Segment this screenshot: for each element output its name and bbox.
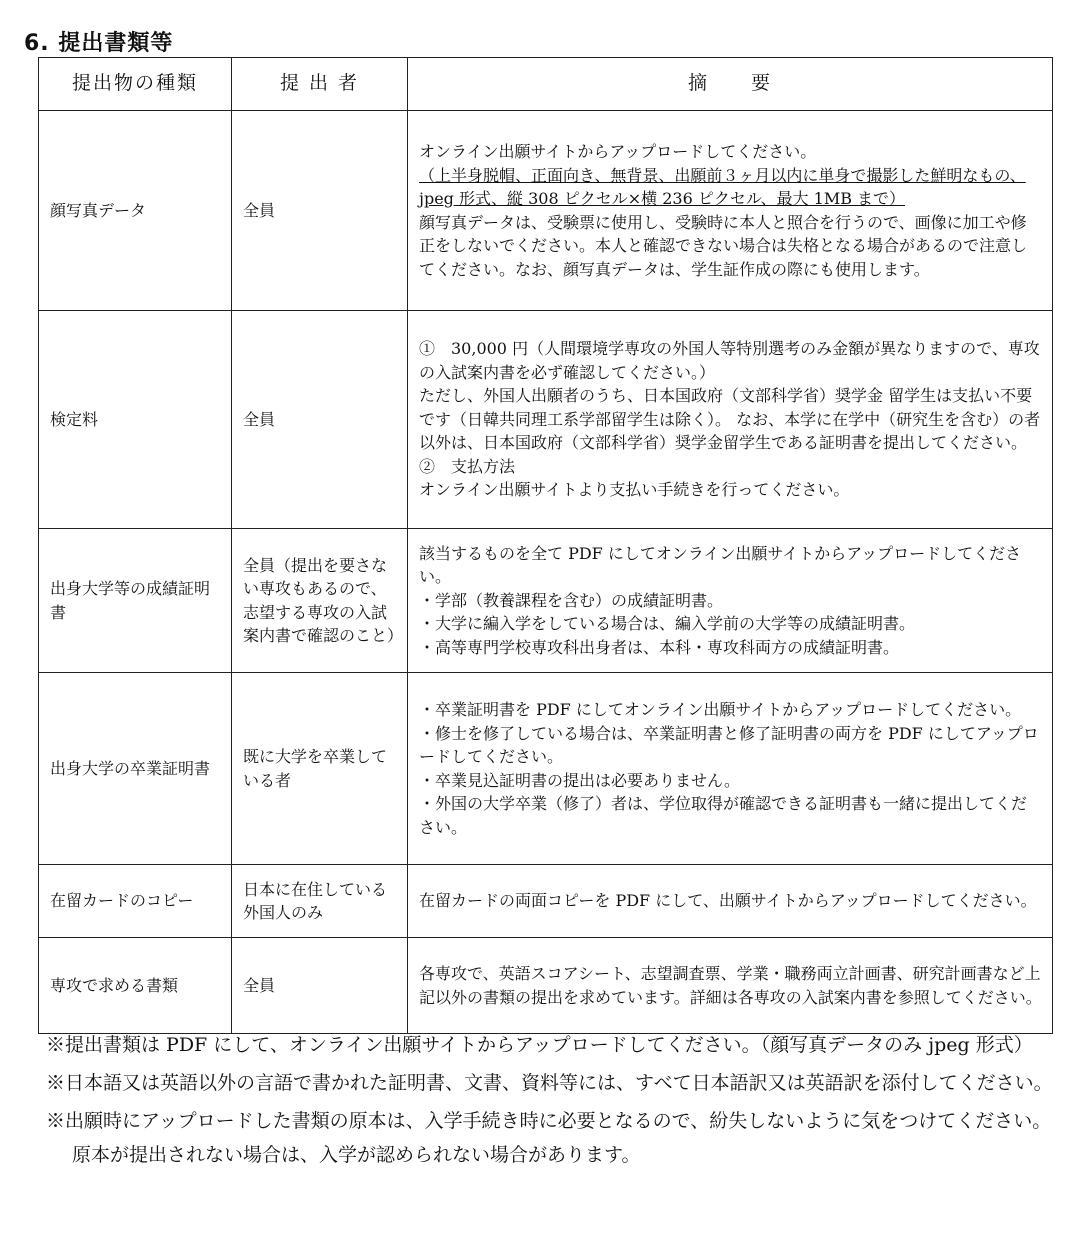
- submitter: 全員: [232, 938, 408, 1034]
- submitter: 既に大学を卒業している者: [232, 673, 408, 865]
- summary: [408, 938, 1053, 1034]
- header-summary: 摘 要: [408, 58, 1053, 111]
- summary: [408, 111, 1053, 311]
- table-row: [39, 673, 1053, 865]
- summary-line: ② 支払方法: [419, 456, 516, 476]
- summary-line: ・修士を修了している場合は、卒業証明書と修了証明書の両方を PDF にしてアップロードしてください。: [419, 723, 1039, 766]
- item-name: 出身大学の卒業証明書: [39, 673, 232, 865]
- summary: [408, 673, 1053, 865]
- summary-line: ・高等専門学校専攻科出身者は、本科・専攻科両方の成績証明書。: [419, 637, 900, 657]
- submitter: 全員: [232, 311, 408, 529]
- item-name: 顔写真データ: [39, 111, 232, 311]
- table-row: [39, 529, 1053, 673]
- table-row: [39, 111, 1053, 311]
- table-row: [39, 938, 1053, 1034]
- notes: [46, 1028, 1056, 1176]
- note-item: ※提出書類は PDF にして、オンライン出願サイトからアップロードしてください。（顔写真データのみ jpeg 形式）: [46, 1034, 1033, 1056]
- item-name: 専攻で求める書類: [39, 938, 232, 1034]
- summary-line: オンライン出願サイトからアップロードしてください。: [419, 142, 817, 161]
- note-item: ※出願時にアップロードした書類の原本は、入学手続き時に必要となるので、紛失しないように気をつけてください。原本が提出されない場合は、入学が認められない場合があります。: [46, 1110, 1052, 1166]
- submitter: 日本に在住している外国人のみ: [232, 865, 408, 938]
- submitter: 全員（提出を要さない専攻もあるので、志望する専攻の入試案内書で確認のこと）: [232, 529, 408, 673]
- summary-line: 顔写真データは、受験票に使用し、受験時に本人と照合を行うので、画像に加工や修正をしないでください。本人と確認できない場合は失格となる場合があるので注意してください。なお、顔写真データは、学生証作成の際にも使用します。: [419, 212, 1028, 279]
- header-item-type: 提出物の種類: [39, 58, 232, 111]
- section-title: 6. 提出書類等: [24, 31, 174, 56]
- summary-line: 在留カードの両面コピーを PDF にして、出願サイトからアップロードしてください。: [419, 891, 1037, 911]
- summary-line: ① 30,000 円（人間環境学専攻の外国人等特別選考のみ金額が異なりますので、専攻の入試案内書を必ず確認してください。）: [419, 339, 1040, 382]
- summary: [408, 529, 1053, 673]
- documents-table: [38, 57, 1053, 1034]
- header-submitter: 提 出 者: [232, 58, 408, 111]
- summary: [408, 865, 1053, 938]
- item-name: 在留カードのコピー: [39, 865, 232, 938]
- summary-line: ・卒業見込証明書の提出は必要ありません。: [419, 770, 740, 790]
- summary-line: ・大学に編入学をしている場合は、編入学前の大学等の成績証明書。: [419, 614, 916, 634]
- summary-line: 該当するものを全て PDF にしてオンライン出願サイトからアップロードしてください。: [419, 543, 1022, 587]
- table-row: [39, 311, 1053, 529]
- summary-line: ただし、外国人出願者のうち、日本国政府（文部科学省）奨学金 留学生は支払い不要です（日韓共同理工系学部留学生は除く）。 なお、本学に在学中（研究生を含む）の者以外は、日本国政府（文部科学省）奨学金留学生である証明書を提出してください。: [419, 386, 1041, 453]
- summary-line: ・学部（教養課程を含む）の成績証明書。: [419, 590, 724, 610]
- note-item: ※日本語又は英語以外の言語で書かれた証明書、文書、資料等には、すべて日本語訳又は英語訳を添付してください。: [46, 1072, 1053, 1094]
- summary: [408, 311, 1053, 529]
- summary-line: ・卒業証明書を PDF にしてオンライン出願サイトからアップロードしてください。: [419, 700, 1022, 719]
- summary-line: オンライン出願サイトより支払い手続きを行ってください。: [419, 480, 850, 500]
- table-row: [39, 865, 1053, 938]
- submitter: 全員: [232, 111, 408, 311]
- photo-requirements: （上半身脱帽、正面向き、無背景、出願前３ヶ月以内に単身で撮影した鮮明なもの、jpeg 形式、縦 308 ピクセル×横 236 ピクセル、最大 1MB まで）: [419, 165, 1026, 208]
- item-name: 検定料: [39, 311, 232, 529]
- item-name: 出身大学等の成績証明書: [39, 529, 232, 673]
- summary-line: ・外国の大学卒業（修了）者は、学位取得が確認できる証明書も一緒に提出してください。: [419, 794, 1028, 837]
- summary-line: 各専攻で、英語スコアシート、志望調査票、学業・職務両立計画書、研究計画書など上記以外の書類の提出を求めています。詳細は各専攻の入試案内書を参照してください。: [419, 964, 1042, 1007]
- table-header-row: [39, 58, 1053, 111]
